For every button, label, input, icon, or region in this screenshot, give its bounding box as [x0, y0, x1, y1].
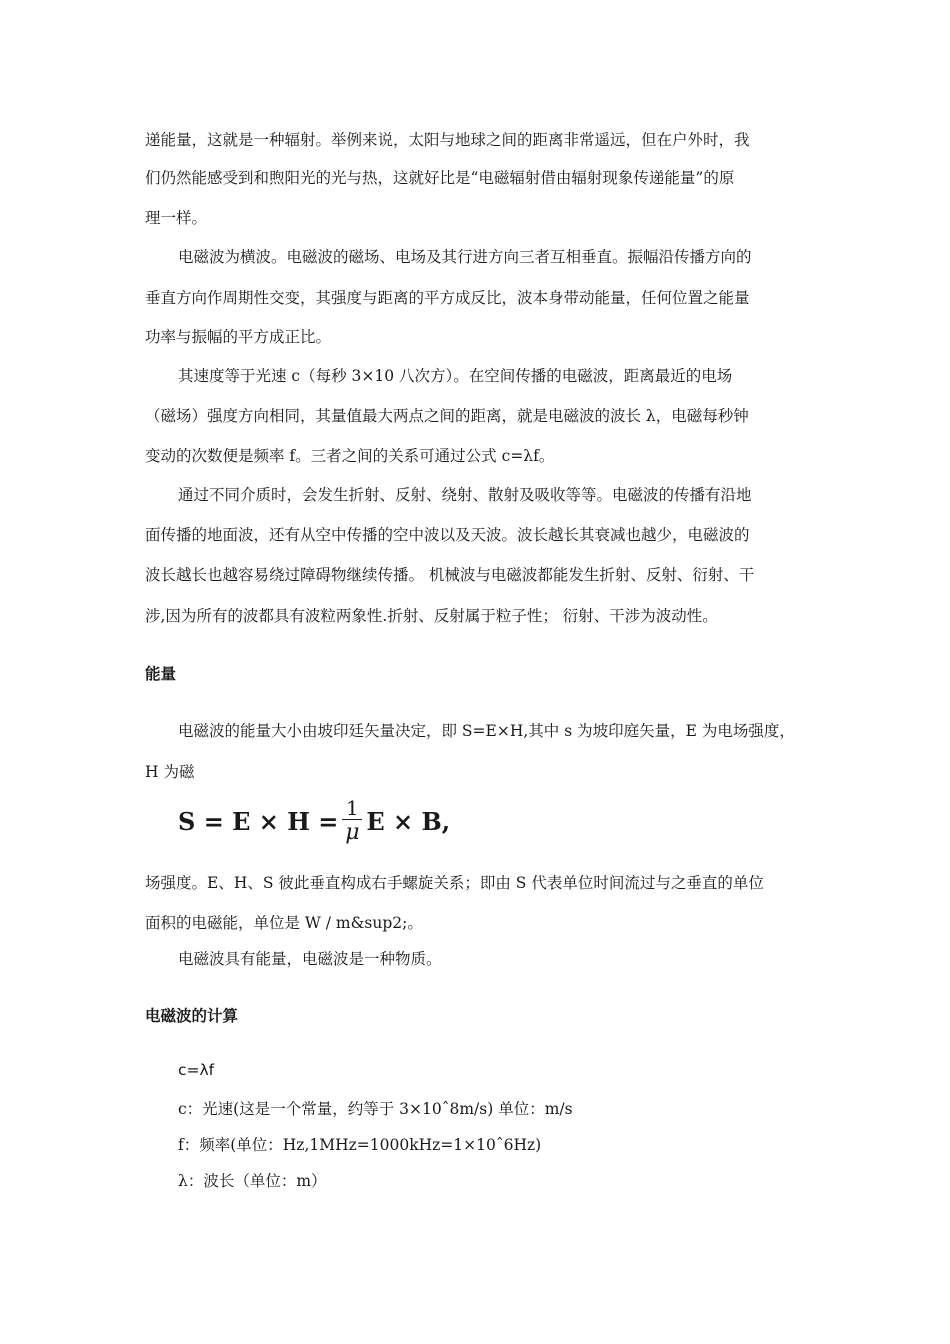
calc-formula: c=λf — [178, 1061, 215, 1079]
paragraph-3-line-1: 其速度等于光速 c（每秒 3×10 八次方）。在空间传播的电磁波，距离最近的电场 — [178, 367, 733, 385]
paragraph-2-line-1: 电磁波为横波。电磁波的磁场、电场及其行进方向三者互相垂直。振幅沿传播方向的 — [178, 248, 752, 266]
paragraph-1-line-3: 理一样。 — [145, 209, 208, 227]
paragraph-1-line-2: 们仍然能感受到和煦阳光的光与热，这就好比是“电磁辐射借由辐射现象传递能量”的原 — [145, 169, 735, 187]
paragraph-4-line-1: 通过不同介质时，会发生折射、反射、绕射、散射及吸收等等。电磁波的传播有沿地 — [178, 486, 752, 504]
formula-rhs: E × B, — [366, 806, 451, 836]
paragraph-2-line-3: 功率与振幅的平方成正比。 — [145, 328, 332, 346]
formula-fraction — [342, 797, 362, 846]
paragraph-3-line-2: （磁场）强度方向相同，其量值最大两点之间的距离，就是电磁波的波长 λ，电磁每秒钟 — [145, 407, 749, 425]
calc-f-definition: f：频率(单位：Hz,1MHz=1000kHz=1×10ˆ6Hz) — [178, 1136, 542, 1154]
paragraph-4-line-4: 涉,因为所有的波都具有波粒两象性.折射、反射属于粒子性； 衍射、干涉为波动性。 — [145, 607, 718, 625]
paragraph-4-line-3: 波长越长也越容易绕过障碍物继续传播。 机械波与电磁波都能发生折射、反射、衍射、干 — [145, 566, 755, 584]
calc-lambda-definition: λ：波长（单位：m） — [178, 1172, 327, 1190]
energy-line-3: 场强度。E、H、S 彼此垂直构成右手螺旋关系；即由 S 代表单位时间流过与之垂直的单位 — [145, 874, 764, 892]
formula-lhs: S = E × H = — [178, 806, 339, 836]
paragraph-1-line-1: 递能量，这就是一种辐射。举例来说，太阳与地球之间的距离非常遥远，但在户外时，我 — [145, 131, 750, 149]
energy-line-2: H 为磁 — [145, 763, 195, 781]
poynting-formula — [178, 790, 450, 852]
energy-line-5: 电磁波具有能量，电磁波是一种物质。 — [178, 950, 442, 968]
energy-line-4: 面积的电磁能，单位是 W / m&sup2;。 — [145, 914, 423, 932]
paragraph-4-line-2: 面传播的地面波，还有从空中传播的空中波以及天波。波长越长其衰减也越少，电磁波的 — [145, 526, 750, 544]
section-heading-energy: 能量 — [145, 665, 177, 683]
section-heading-calculation: 电磁波的计算 — [145, 1007, 239, 1025]
paragraph-2-line-2: 垂直方向作周期性交变，其强度与距离的平方成反比，波本身带动能量，任何位置之能量 — [145, 289, 750, 307]
fraction-numerator: 1 — [346, 795, 359, 820]
energy-line-1: 电磁波的能量大小由坡印廷矢量决定，即 S=E×H,其中 s 为坡印庭矢量，E 为电场强度， — [178, 722, 795, 740]
calc-c-definition: c：光速(这是一个常量，约等于 3×10ˆ8m/s) 单位：m/s — [178, 1100, 573, 1118]
fraction-denominator: μ — [345, 819, 360, 845]
paragraph-3-line-3: 变动的次数便是频率 f。三者之间的关系可通过公式 c=λf。 — [145, 447, 555, 465]
